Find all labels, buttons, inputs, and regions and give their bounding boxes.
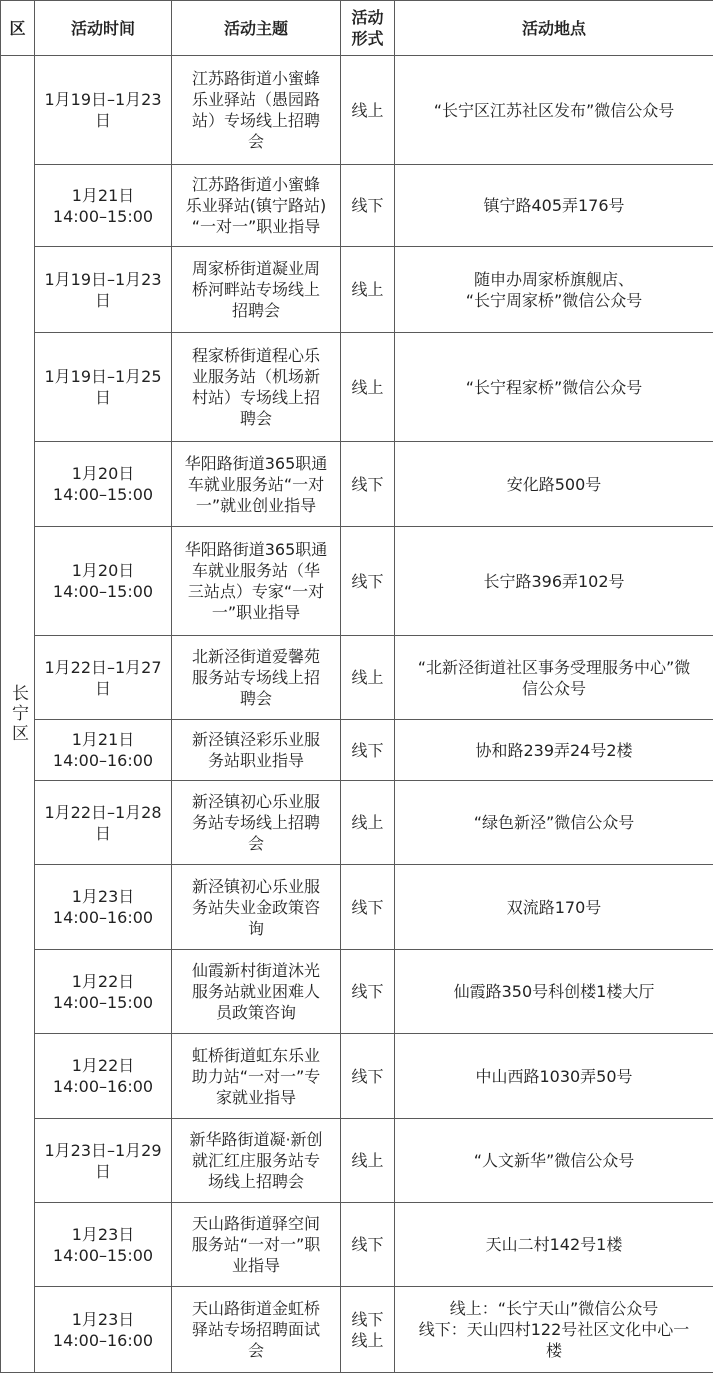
table-row	[1, 781, 713, 865]
table-row	[1, 950, 713, 1034]
theme-cell: 天山路街道金虹桥 驿站专场招聘面试 会	[172, 1287, 341, 1373]
time-cell: 1月23日 14:00–16:00	[35, 1287, 172, 1373]
table-row	[1, 56, 713, 165]
time-cell: 1月22日–1月28 日	[35, 781, 172, 865]
theme-cell: 新泾镇初心乐业服 务站失业金政策咨 询	[172, 865, 341, 950]
theme-cell: 新华路街道凝·新创 就汇红庄服务站专 场线上招聘会	[172, 1119, 341, 1203]
table-row	[1, 165, 713, 247]
location-cell: “长宁程家桥”微信公众号	[395, 333, 713, 442]
header-row	[1, 1, 713, 56]
header-time: 活动时间	[35, 1, 172, 56]
location-cell: “绿色新泾”微信公众号	[395, 781, 713, 865]
time-cell: 1月19日–1月23 日	[35, 247, 172, 333]
header-theme: 活动主题	[172, 1, 341, 56]
location-cell: 镇宁路405弄176号	[395, 165, 713, 247]
header-location: 活动地点	[395, 1, 713, 56]
table-row	[1, 442, 713, 527]
theme-cell: 周家桥街道凝业周 桥河畔站专场线上 招聘会	[172, 247, 341, 333]
location-cell: 双流路170号	[395, 865, 713, 950]
location-cell: 线上：“长宁天山”微信公众号 线下：天山四村122号社区文化中心一 楼	[395, 1287, 713, 1373]
form-cell: 线下 线上	[341, 1287, 395, 1373]
time-cell: 1月23日–1月29 日	[35, 1119, 172, 1203]
form-cell: 线上	[341, 781, 395, 865]
table-row	[1, 1287, 713, 1373]
header-form: 活动 形式	[341, 1, 395, 56]
form-cell: 线下	[341, 720, 395, 781]
form-cell: 线下	[341, 1034, 395, 1119]
time-cell: 1月20日 14:00–15:00	[35, 527, 172, 636]
table-row	[1, 1034, 713, 1119]
table-row	[1, 720, 713, 781]
time-cell: 1月20日 14:00–15:00	[35, 442, 172, 527]
time-cell: 1月23日 14:00–16:00	[35, 865, 172, 950]
form-cell: 线下	[341, 865, 395, 950]
theme-cell: 程家桥街道程心乐 业服务站（机场新 村站）专场线上招 聘会	[172, 333, 341, 442]
form-cell: 线下	[341, 1203, 395, 1287]
location-cell: 中山西路1030弄50号	[395, 1034, 713, 1119]
theme-cell: 新泾镇初心乐业服 务站专场线上招聘 会	[172, 781, 341, 865]
theme-cell: 江苏路街道小蜜蜂 乐业驿站(镇宁路站) “一对一”职业指导	[172, 165, 341, 247]
form-cell: 线下	[341, 527, 395, 636]
header-district: 区	[1, 1, 35, 56]
theme-cell: 新泾镇泾彩乐业服 务站职业指导	[172, 720, 341, 781]
theme-cell: 虹桥街道虹东乐业 助力站“一对一”专 家就业指导	[172, 1034, 341, 1119]
location-cell: 协和路239弄24号2楼	[395, 720, 713, 781]
table-row	[1, 865, 713, 950]
form-cell: 线上	[341, 247, 395, 333]
form-cell: 线上	[341, 636, 395, 720]
form-cell: 线下	[341, 165, 395, 247]
table-row	[1, 527, 713, 636]
table-row	[1, 333, 713, 442]
location-cell: 仙霞路350号科创楼1楼大厅	[395, 950, 713, 1034]
location-cell: 随申办周家桥旗舰店、 “长宁周家桥”微信公众号	[395, 247, 713, 333]
district-cell: 长宁区	[1, 56, 35, 1373]
location-cell: 长宁路396弄102号	[395, 527, 713, 636]
form-cell: 线下	[341, 442, 395, 527]
table-row	[1, 247, 713, 333]
time-cell: 1月22日 14:00–15:00	[35, 950, 172, 1034]
location-cell: “北新泾街道社区事务受理服务中心”微 信公众号	[395, 636, 713, 720]
time-cell: 1月23日 14:00–15:00	[35, 1203, 172, 1287]
location-cell: 天山二村142号1楼	[395, 1203, 713, 1287]
time-cell: 1月19日–1月25 日	[35, 333, 172, 442]
form-cell: 线上	[341, 1119, 395, 1203]
time-cell: 1月21日 14:00–15:00	[35, 165, 172, 247]
theme-cell: 北新泾街道爱馨苑 服务站专场线上招 聘会	[172, 636, 341, 720]
table-row	[1, 636, 713, 720]
location-cell: “人文新华”微信公众号	[395, 1119, 713, 1203]
theme-cell: 天山路街道驿空间 服务站“一对一”职 业指导	[172, 1203, 341, 1287]
time-cell: 1月22日 14:00–16:00	[35, 1034, 172, 1119]
theme-cell: 华阳路街道365职通 车就业服务站（华 三站点）专家“一对 一”职业指导	[172, 527, 341, 636]
table-row	[1, 1203, 713, 1287]
theme-cell: 华阳路街道365职通 车就业服务站“一对 一”就业创业指导	[172, 442, 341, 527]
form-cell: 线上	[341, 333, 395, 442]
table-row	[1, 1119, 713, 1203]
form-cell: 线上	[341, 56, 395, 165]
time-cell: 1月22日–1月27 日	[35, 636, 172, 720]
location-cell: “长宁区江苏社区发布”微信公众号	[395, 56, 713, 165]
theme-cell: 江苏路街道小蜜蜂 乐业驿站（愚园路 站）专场线上招聘 会	[172, 56, 341, 165]
time-cell: 1月19日–1月23 日	[35, 56, 172, 165]
time-cell: 1月21日 14:00–16:00	[35, 720, 172, 781]
theme-cell: 仙霞新村街道沐光 服务站就业困难人 员政策咨询	[172, 950, 341, 1034]
form-cell: 线下	[341, 950, 395, 1034]
location-cell: 安化路500号	[395, 442, 713, 527]
